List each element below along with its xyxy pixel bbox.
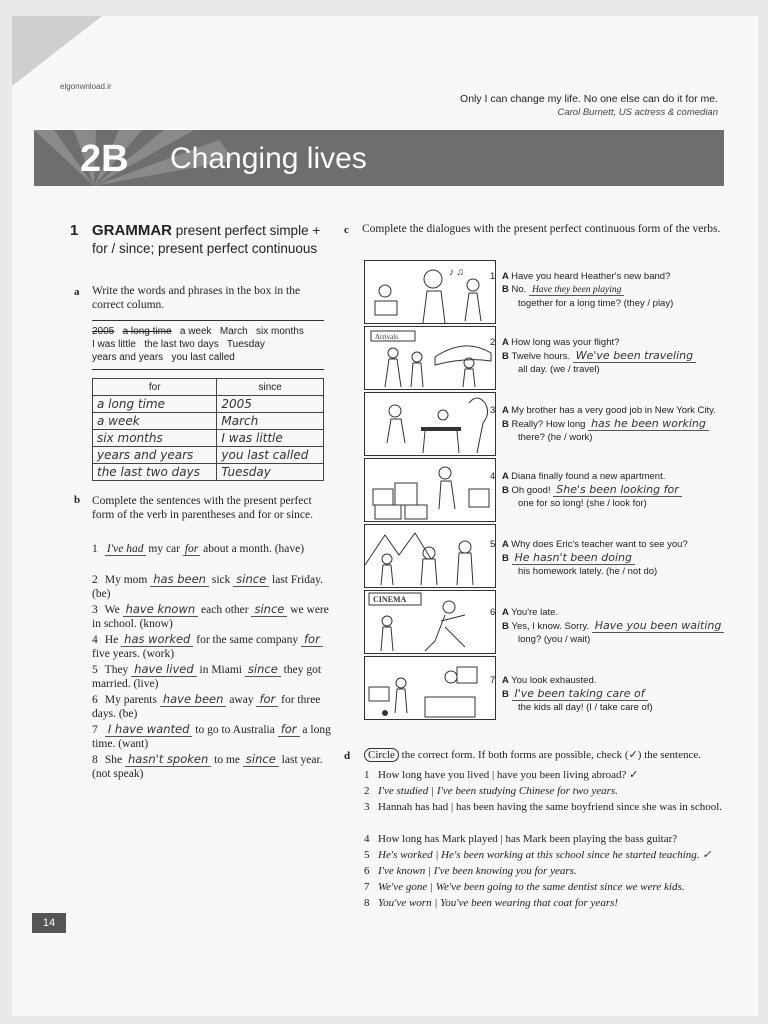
example-answer: Have they been playing [529, 285, 624, 296]
for-answer[interactable]: a week [93, 413, 217, 430]
choice-text: We've gone | We've been going to the same dentist since we were kids. [378, 881, 685, 893]
answer-blank[interactable]: have been [160, 692, 227, 707]
answer-blank[interactable]: since [233, 572, 269, 587]
text: last Friday. (be) [92, 574, 324, 600]
section-number: 1 [70, 222, 79, 239]
sentence-item [92, 752, 332, 781]
arrivals-sign: Arrivals [375, 333, 398, 341]
sentence-item [92, 602, 332, 631]
speaker-b-line: No. [511, 284, 529, 295]
word-item: a week [179, 326, 212, 337]
cinema-icon [365, 591, 495, 653]
example-answer: I've had [106, 543, 144, 555]
dialogue-6: 6 A You're late. B Yes, I know. Sorry. Have you been waiting long? (you / wait) [490, 606, 740, 646]
speaker-a-line: Diana finally found a new apartment. [511, 471, 666, 482]
verb-hint: long? (you / wait) [518, 634, 591, 645]
choice-item[interactable] [364, 896, 744, 911]
dialogue-5: 5 A Why does Eric's teacher want to see you? B He hasn't been doing his homework lately. (he / not do) [490, 538, 740, 578]
illustration-airport [364, 326, 496, 390]
answer-blank[interactable]: I have wanted [105, 722, 193, 737]
verb-hint: his homework lately. (he / not do) [518, 566, 658, 577]
answer-blank[interactable]: I've been taking care of [512, 687, 648, 701]
speaker-a-line: My brother has a very good job in New York City. [511, 405, 716, 416]
column-header-since: since [217, 379, 324, 396]
part-b-instruction: Complete the sentences with the present perfect form of the verb in parentheses and for or since. [92, 495, 313, 521]
word-item: I was little [92, 339, 136, 350]
text: we were in school. (know) [92, 604, 329, 630]
quote-text: Only I can change my life. No one else can do it for me. [460, 93, 718, 105]
choice-item[interactable] [364, 784, 744, 799]
text: to go to Australia [192, 724, 278, 736]
word-item: the last two days [144, 339, 219, 350]
since-answer[interactable]: Tuesday [217, 464, 324, 481]
answer-blank[interactable]: Have you been waiting [592, 619, 725, 633]
example-answer: for [184, 543, 199, 555]
choice-text: Hannah has had | has been having the same boyfriend since she was in school. [378, 801, 723, 813]
verb-hint: one for so long! (she / look for) [518, 498, 647, 509]
speaker-b-line: Oh good! [511, 485, 554, 496]
office-worker-icon [365, 393, 495, 455]
item-number: 8 [92, 754, 98, 766]
part-c-instruction: Complete the dialogues with the present perfect continuous form of the verbs. [362, 223, 721, 235]
students-icon [365, 525, 495, 587]
word-item: you last called [171, 352, 235, 363]
sentence-item [92, 692, 332, 721]
illustration-band [364, 260, 496, 324]
text: They [104, 664, 132, 676]
sentence-item [92, 632, 332, 661]
item-number: 8 [364, 897, 370, 909]
illustration-cinema [364, 590, 496, 654]
text: We [104, 604, 123, 616]
text: each other [198, 604, 252, 616]
choice-text: I've studied | I've been studying Chinese for two years. [378, 785, 618, 797]
for-since-table [92, 378, 324, 481]
since-answer[interactable]: I was little [217, 430, 324, 447]
item-number: 1 [490, 271, 496, 282]
answer-blank[interactable]: have known [123, 602, 199, 617]
band-singer-icon [365, 261, 495, 323]
section-heading: GRAMMAR [92, 222, 172, 239]
answer-blank[interactable]: hasn't spoken [125, 752, 211, 767]
part-b-label: b [74, 494, 81, 506]
choice-text: How long has Mark played | has Mark been playing the bass guitar? [378, 833, 678, 845]
page-corner-fold [12, 16, 102, 86]
speaker-b-line: Twelve hours. [511, 351, 573, 362]
word-item: Tuesday [226, 339, 265, 350]
sentence-item [92, 542, 332, 556]
word-item: 2005 [92, 326, 115, 337]
choice-item[interactable] [364, 864, 744, 879]
answer-blank[interactable]: for [278, 722, 300, 737]
since-answer[interactable]: you last called [217, 447, 324, 464]
column-header-for: for [93, 379, 217, 396]
item-number: 7 [490, 675, 496, 686]
text: for the same company [193, 634, 301, 646]
section-topic: present perfect simple + for / since; present perfect continuous [92, 223, 321, 256]
text: my car [145, 543, 183, 555]
part-d-label: d [344, 750, 351, 762]
workbook-page [12, 16, 758, 1016]
illustration-moving [364, 458, 496, 522]
verb-hint: all day. (we / travel) [518, 364, 600, 375]
sentence-item [92, 572, 332, 601]
speaker-a-line: How long was your flight? [511, 337, 620, 348]
item-number: 5 [92, 664, 98, 676]
item-number: 7 [92, 724, 98, 736]
unit-number: 2B [80, 138, 129, 180]
item-number: 7 [364, 881, 370, 893]
word-item: March [219, 326, 248, 337]
part-c-label: c [344, 224, 349, 236]
part-a-instruction: Write the words and phrases in the box in the correct column. [92, 285, 301, 311]
item-number: 6 [490, 607, 496, 618]
dialogue-2: 2 A How long was your flight? B Twelve hours. We've been traveling all day. (we / travel) [490, 336, 740, 376]
dialogue-7: 7 A You look exhausted. B I've been taking care of the kids all day! (I / take care of) [490, 674, 740, 714]
item-number: 2 [364, 785, 370, 797]
answer-blank[interactable]: since [243, 752, 279, 767]
item-number: 1 [364, 769, 370, 781]
moving-boxes-icon [365, 459, 495, 521]
item-number: 2 [490, 337, 496, 348]
svg-text:♪ ♫: ♪ ♫ [449, 267, 464, 278]
answer-blank[interactable]: for [256, 692, 278, 707]
item-number: 3 [364, 801, 370, 813]
item-number: 3 [490, 405, 496, 416]
instruction-text: the correct form. If both forms are possible, check (✓) the sentence. [401, 749, 702, 761]
item-number: 1 [92, 543, 98, 555]
word-item: six months [256, 326, 304, 337]
item-number: 6 [364, 865, 370, 877]
item-number: 4 [92, 634, 98, 646]
item-number: 5 [364, 849, 370, 861]
for-answer[interactable]: a long time [93, 396, 217, 413]
text: My parents [104, 694, 160, 706]
sunburst-rays-icon [34, 130, 724, 186]
answer-blank[interactable]: has he been working [588, 417, 709, 431]
sentence-item [92, 662, 332, 691]
since-answer[interactable]: 2005 [217, 396, 324, 413]
quote-block [460, 92, 718, 120]
choice-item[interactable] [364, 880, 744, 895]
tired-parent-icon [365, 657, 495, 719]
verb-hint: the kids all day! (I / take care of) [518, 702, 653, 713]
speaker-b-line: Yes, I know. Sorry. [511, 621, 592, 632]
unit-banner [34, 130, 724, 186]
text: about a month. (have) [200, 543, 305, 555]
answer-blank[interactable]: have lived [131, 662, 196, 677]
illustration-kids [364, 656, 496, 720]
part-d-instruction [364, 748, 754, 763]
item-number: 4 [490, 471, 496, 482]
choice-text: I've known | I've been knowing you for years. [378, 865, 577, 877]
text: She [104, 754, 125, 766]
illustration-office [364, 392, 496, 456]
text: for three days. (be) [92, 694, 321, 720]
answer-blank[interactable]: for [301, 632, 323, 647]
airport-travelers-icon [365, 327, 495, 389]
unit-title: Changing lives [170, 142, 367, 175]
text: in Miami [196, 664, 245, 676]
text: they got married. (live) [92, 664, 322, 690]
dialogue-1: 1 A Have you heard Heather's new band? B No. Have they been playing together for a long time? (they / play) [490, 270, 740, 310]
verb-hint: together for a long time? (they / play) [518, 298, 674, 309]
quote-author: Carol Burnett, US actress & comedian [557, 107, 718, 118]
section-title [92, 222, 332, 258]
choice-item[interactable] [364, 832, 744, 847]
item-number: 4 [364, 833, 370, 845]
item-number: 3 [92, 604, 98, 616]
answer-blank[interactable]: since [251, 602, 287, 617]
speaker-a-line: You're late. [511, 607, 559, 618]
choice-text: How long have you lived | have you been living abroad? ✓ [378, 769, 639, 781]
choice-item[interactable] [364, 848, 744, 863]
choice-item[interactable] [364, 800, 744, 815]
for-answer[interactable]: six months [93, 430, 217, 447]
item-number: 5 [490, 539, 496, 550]
circle-word: Circle [364, 748, 399, 762]
speaker-a-line: Why does Eric's teacher want to see you? [511, 539, 688, 550]
dialogue-4: 4 A Diana finally found a new apartment. B Oh good! She's been looking for one for so long! (she / look for) [490, 470, 740, 510]
answer-blank[interactable]: She's been looking for [553, 483, 681, 497]
speaker-a-line: You look exhausted. [511, 675, 597, 686]
dialogue-3: 3 A My brother has a very good job in New York City. B Really? How long has he been working there? (he / work) [490, 404, 740, 444]
site-watermark: elgonwnload.ir [60, 82, 112, 91]
answer-blank[interactable]: We've been traveling [573, 349, 696, 363]
sentence-item [92, 722, 332, 751]
word-item: a long time [122, 326, 172, 337]
choice-item[interactable] [364, 768, 744, 783]
speaker-b-line: Really? How long [511, 419, 589, 430]
illustration-school [364, 524, 496, 588]
item-number: 6 [92, 694, 98, 706]
for-answer[interactable]: the last two days [93, 464, 217, 481]
text: He [104, 634, 122, 646]
text: a long time. (want) [92, 724, 331, 750]
part-a-label: a [74, 286, 80, 298]
cinema-sign: CINEMA [373, 595, 407, 604]
for-answer[interactable]: years and years [93, 447, 217, 464]
since-answer[interactable]: March [217, 413, 324, 430]
answer-blank[interactable]: since [245, 662, 281, 677]
text: sick [208, 574, 234, 586]
page-number: 14 [32, 913, 66, 933]
text: away [226, 694, 257, 706]
text: last year. (not speak) [92, 754, 323, 780]
choice-text: He's worked | He's been working at this school since he started teaching. ✓ [378, 849, 712, 861]
word-box [92, 320, 324, 370]
speaker-a-line: Have you heard Heather's new band? [511, 271, 671, 282]
text: to me [211, 754, 243, 766]
word-item: years and years [92, 352, 164, 363]
answer-blank[interactable]: has been [150, 572, 209, 587]
answer-blank[interactable]: has worked [121, 632, 193, 647]
answer-blank[interactable]: He hasn't been doing [512, 551, 636, 565]
text: My mom [104, 574, 151, 586]
item-number: 2 [92, 574, 98, 586]
verb-hint: there? (he / work) [518, 432, 593, 443]
text: five years. (work) [92, 648, 175, 660]
choice-text: You've worn | You've been wearing that coat for years! [378, 897, 619, 909]
